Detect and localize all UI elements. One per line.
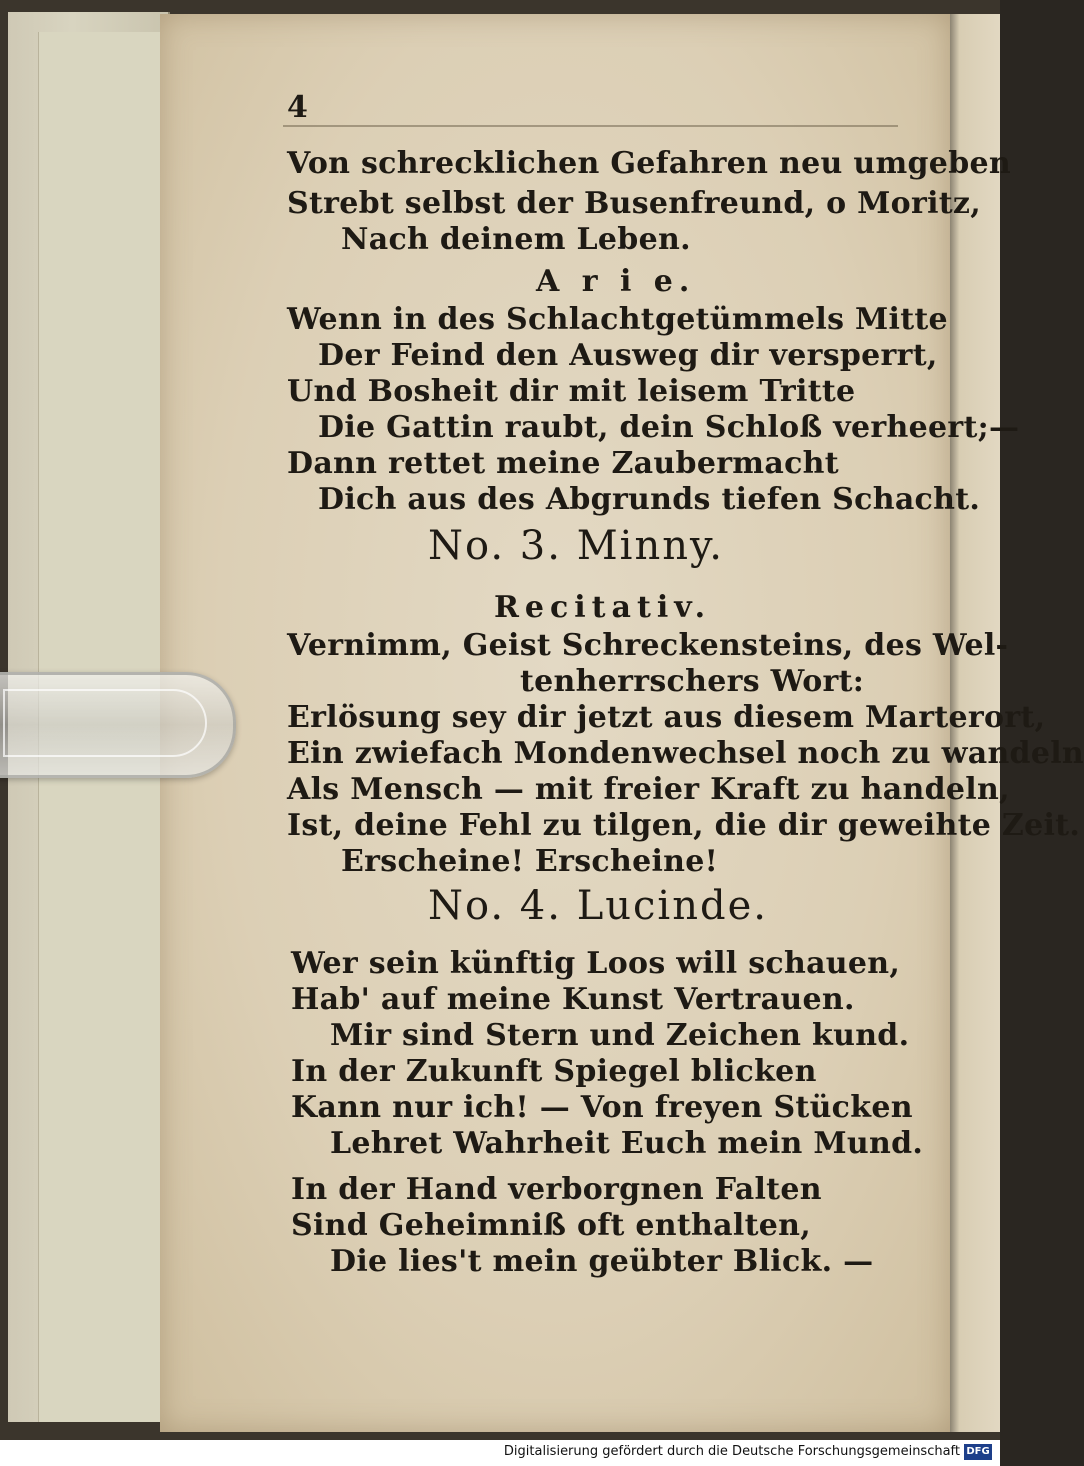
- verse-line: Die Gattin raubt, dein Schloß verheert;—: [318, 410, 1020, 445]
- footer-bar: [0, 1440, 1000, 1466]
- verse-line: Lehret Wahrheit Euch mein Mund.: [330, 1126, 924, 1161]
- section-heading-4: No. 4. Lucinde.: [428, 883, 768, 929]
- verse-line: In der Zukunft Spiegel blicken: [291, 1054, 817, 1089]
- verse-line: Und Bosheit dir mit leisem Tritte: [287, 374, 856, 409]
- funding-notice: Digitalisierung gefördert durch die Deutsche Forschungsgemeinschaft: [503, 1444, 960, 1459]
- verse-line: Sind Geheimniß oft enthalten,: [291, 1208, 812, 1243]
- verse-line: Ist, deine Fehl zu tilgen, die dir geweihte Zeit.: [287, 808, 1081, 843]
- verse-line: Der Feind den Ausweg dir versperrt,: [318, 338, 938, 373]
- verse-line: Nach deinem Leben.: [341, 222, 691, 257]
- verse-line: Ein zwiefach Mondenwechsel noch zu wandeln: [287, 736, 1084, 771]
- verse-line: Als Mensch — mit freier Kraft zu handeln,: [287, 772, 1010, 807]
- verse-line: Wer sein künftig Loos will schauen,: [291, 946, 901, 981]
- verse-line: tenherrschers Wort:: [520, 664, 865, 699]
- verse-line: Erlösung sey dir jetzt aus diesem Marterort,: [287, 700, 1046, 735]
- header-rule: [283, 125, 898, 127]
- verse-line: In der Hand verborgnen Falten: [291, 1172, 822, 1207]
- verse-line: Mir sind Stern und Zeichen kund.: [330, 1018, 910, 1053]
- verse-line: Von schrecklichen Gefahren neu umgeben: [287, 146, 1011, 181]
- verse-line: Strebt selbst der Busenfreund, o Moritz,: [287, 186, 982, 221]
- verse-line: Dich aus des Abgrunds tiefen Schacht.: [318, 482, 981, 517]
- page-number: 4: [287, 90, 309, 125]
- verse-line: Kann nur ich! — Von freyen Stücken: [291, 1090, 913, 1125]
- verse-line: Die lies't mein geübter Blick. —: [330, 1244, 874, 1279]
- recitative-heading: Recitativ.: [494, 590, 712, 625]
- aria-heading: A r i e.: [536, 264, 696, 299]
- verse-line: Erscheine! Erscheine!: [341, 844, 719, 879]
- verse-line: Wenn in des Schlachtgetümmels Mitte: [287, 302, 948, 337]
- verse-line: Hab' auf meine Kunst Vertrauen.: [291, 982, 855, 1017]
- dfg-logo[interactable]: DFG: [964, 1444, 992, 1460]
- verse-line: Dann rettet meine Zaubermacht: [287, 446, 839, 481]
- section-heading-3: No. 3. Minny.: [428, 523, 724, 569]
- verse-line: Vernimm, Geist Schreckensteins, des Wel-: [287, 628, 1009, 663]
